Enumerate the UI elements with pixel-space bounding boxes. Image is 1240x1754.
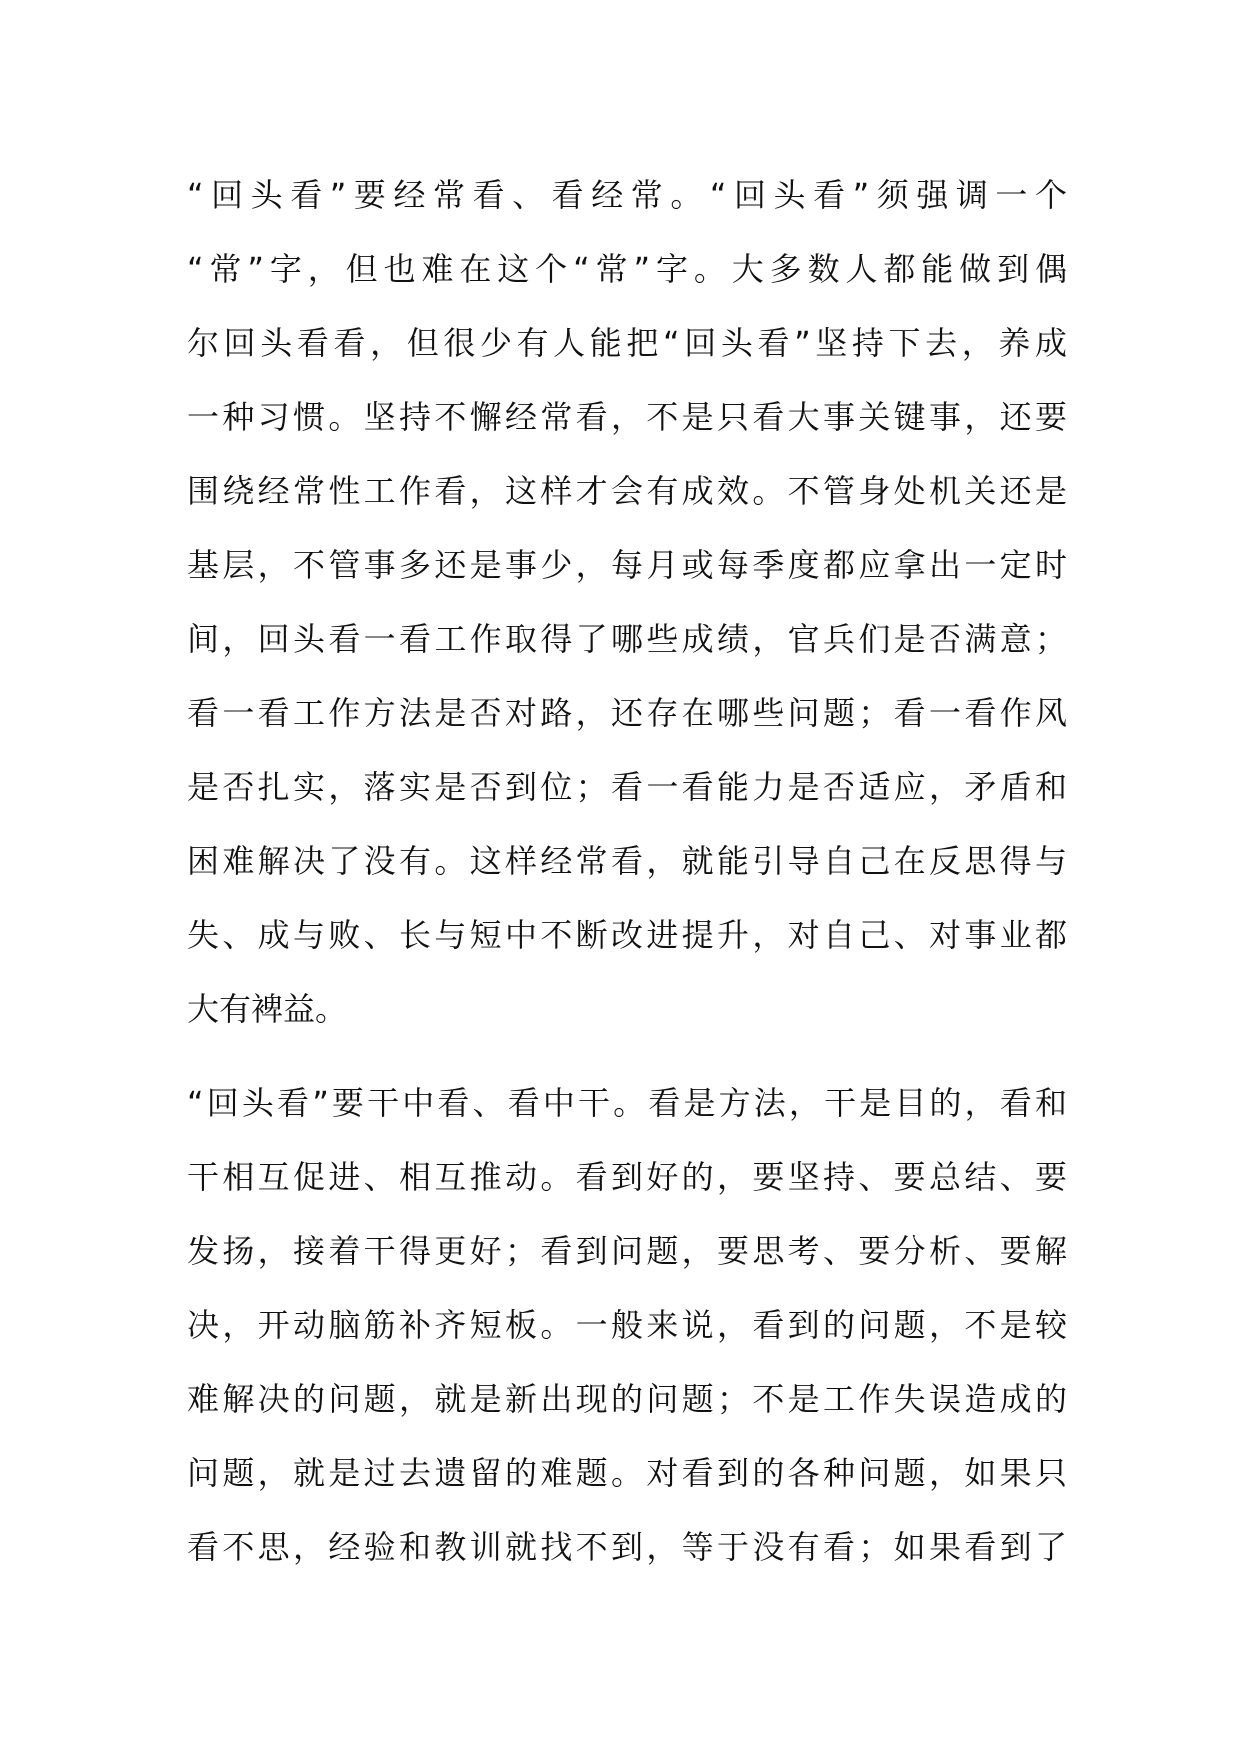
text-line: “回头看”要干中看、看中干。看是方法，干是目的，看和 (187, 1084, 1067, 1122)
text-line: 围绕经常性工作看，这样才会有成效。不管身处机关还是 (187, 472, 1067, 510)
text-line: 失、成与败、长与短中不断改进提升，对自己、对事业都 (187, 916, 1067, 954)
paragraph-1 (187, 158, 1067, 1046)
text-line: 间，回头看一看工作取得了哪些成绩，官兵们是否满意； (187, 620, 1067, 658)
text-line: 看一看工作方法是否对路，还存在哪些问题；看一看作风 (187, 694, 1067, 732)
text-line: 问题，就是过去遗留的难题。对看到的各种问题，如果只 (187, 1454, 1067, 1492)
text-line: 发扬，接着干得更好；看到问题，要思考、要分析、要解 (187, 1232, 1067, 1270)
body-text (187, 158, 1067, 1584)
text-line: 干相互促进、相互推动。看到好的，要坚持、要总结、要 (187, 1158, 1067, 1196)
text-line: “常”字，但也难在这个“常”字。大多数人都能做到偶 (187, 250, 1067, 288)
text-line: “回头看”要经常看、看经常。“回头看”须强调一个 (187, 176, 1067, 214)
text-line: 基层，不管事多还是事少，每月或每季度都应拿出一定时 (187, 546, 1067, 584)
text-line: 决，开动脑筋补齐短板。一般来说，看到的问题，不是较 (187, 1306, 1067, 1344)
text-line: 是否扎实，落实是否到位；看一看能力是否适应，矛盾和 (187, 768, 1067, 806)
text-line: 尔回头看看，但很少有人能把“回头看”坚持下去，养成 (187, 324, 1067, 362)
paragraph-2 (187, 1066, 1067, 1584)
text-line: 难解决的问题，就是新出现的问题；不是工作失误造成的 (187, 1380, 1067, 1418)
text-line: 大有裨益。 (187, 990, 348, 1028)
text-line: 看不思，经验和教训就找不到，等于没有看；如果看到了 (187, 1528, 1067, 1566)
text-line: 一种习惯。坚持不懈经常看，不是只看大事关键事，还要 (187, 398, 1067, 436)
text-line: 困难解决了没有。这样经常看，就能引导自己在反思得与 (187, 842, 1067, 880)
